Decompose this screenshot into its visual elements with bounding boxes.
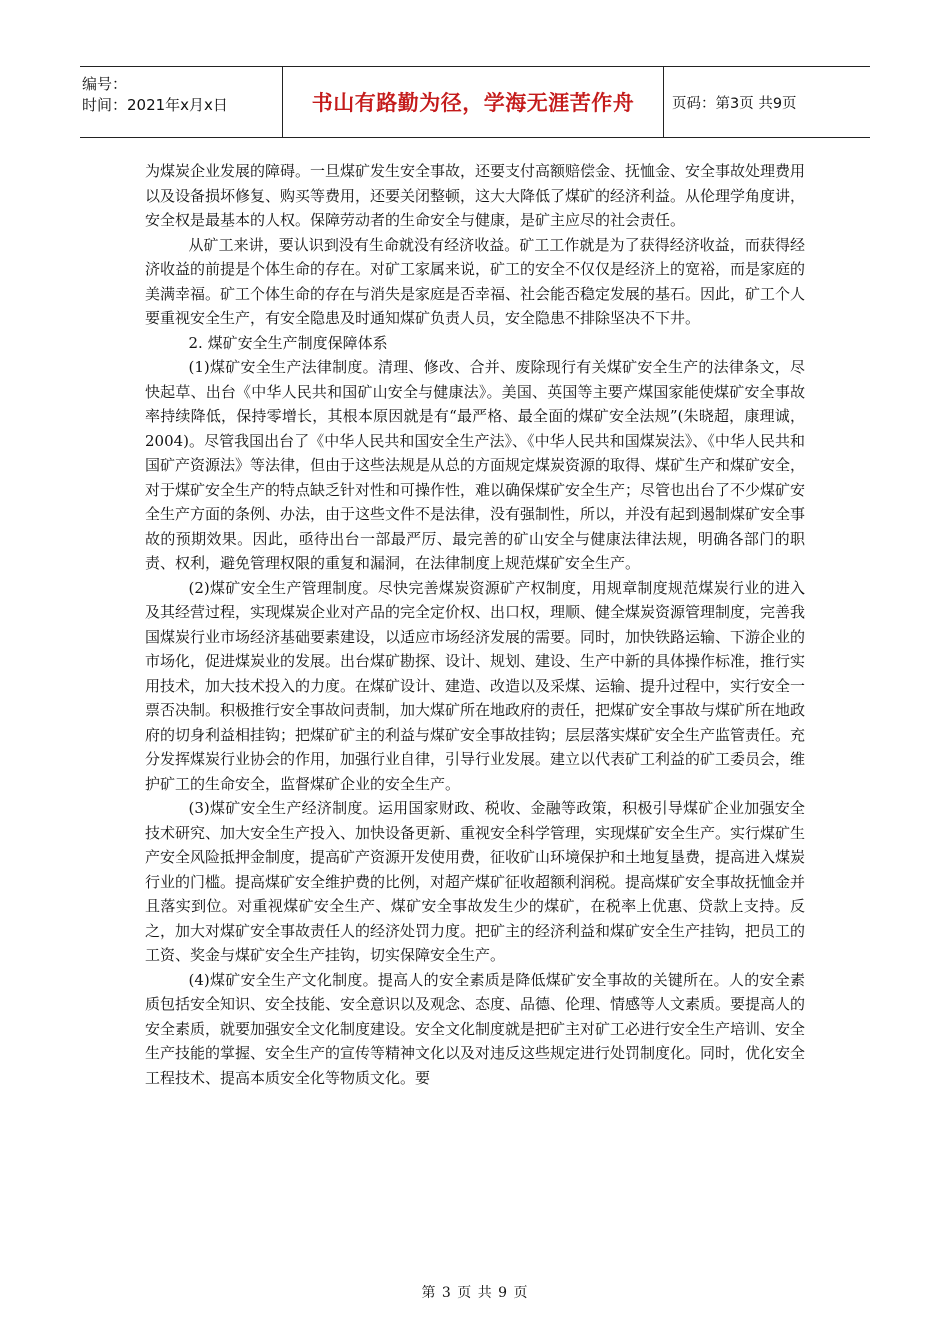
body-text (145, 159, 805, 1090)
code-label: 编号： (82, 75, 128, 93)
page-footer: 第 3 页 共 9 页 (421, 1285, 529, 1301)
header-meta (80, 67, 283, 137)
header-page-number: 页码：第3页 共9页 (672, 95, 797, 112)
paragraph: 从矿工来讲，要认识到没有生命就没有经济收益。矿工工作就是为了获得经济收益，而获得经济收益的前提是个体生命的存在。对矿工家属来说，矿工的安全不仅仅是经济上的宽裕，而是家庭的美满幸福。矿工个体生命的存在与消失是家庭是否幸福、社会能否稳定发展的基石。因此，矿工个人要重视安全生产，有安全隐患及时通知煤矿负责人员，安全隐患不排除坚决不下井。 (145, 235, 806, 327)
paragraph: (3)煤矿安全生产经济制度。运用国家财政、税收、金融等政策，积极引导煤矿企业加强安全技术研究、加大安全生产投入、加快设备更新、重视安全科学管理，实现煤矿安全生产。实行煤矿生产安全风险抵押金制度，提高矿产资源开发使用费，征收矿山环境保护和土地复垦费，提高进入煤炭行业的门槛。提高煤矿安全维护费的比例，对超产煤矿征收超额利润税。提高煤矿安全事故抚恤金并且落实到位。对重视煤矿安全生产、煤矿安全事故发生少的煤矿，在税率上优惠、贷款上支持。反之，加大对煤矿安全事故责任人的经济处罚力度。把矿主的经济利益和煤矿安全生产挂钩，把员工的工资、奖金与煤矿安全生产挂钩，切实保障安全生产。 (145, 799, 806, 964)
section-heading: 2. 煤矿安全生产制度保障体系 (188, 333, 388, 352)
paragraph: (4)煤矿安全生产文化制度。提高人的安全素质是降低煤矿安全事故的关键所在。人的安全素质包括安全知识、安全技能、安全意识以及观念、态度、品德、伦理、情感等人文素质。要提高人的安全素质，就要加强安全文化制度建设。安全文化制度就是把矿主对矿工必进行安全生产培训、安全生产技能的掌握、安全生产的宣传等精神文化以及对违反这些规定进行处罚制度化。同时，优化安全工程技术、提高本质安全化等物质文化。要 (145, 970, 806, 1087)
paragraph: (2)煤矿安全生产管理制度。尽快完善煤炭资源矿产权制度，用规章制度规范煤炭行业的进入及其经营过程，实现煤炭企业对产品的完全定价权、出口权，理顺、健全煤炭资源管理制度，完善我国煤炭行业市场经济基础要素建设，以适应市场经济发展的需要。同时，加快铁路运输、下游企业的市场化，促进煤炭业的发展。出台煤矿勘探、设计、规划、建设、生产中新的具体操作标准，推行实用技术，加大技术投入的力度。在煤矿设计、建造、改造以及采煤、运输、提升过程中，实行安全一票否决制。积极推行安全事故问责制，加大煤矿所在地政府的责任，把煤矿安全事故与煤矿所在地政府的切身利益相挂钩；把煤矿矿主的利益与煤矿安全事故挂钩；层层落实煤矿安全生产监管责任。充分发挥煤炭行业协会的作用，加强行业自律，引导行业发展。建立以代表矿工利益的矿工委员会，维护矿工的生命安全，监督煤矿企业的安全生产。 (145, 578, 806, 793)
paragraph: (1)煤矿安全生产法律制度。清理、修改、合并、废除现行有关煤矿安全生产的法律条文，尽快起草、出台《中华人民共和国矿山安全与健康法》。美国、英国等主要产煤国家能使煤矿安全事故率持续降低，保持零增长，其根本原因就是有“最严格、最全面的煤矿安全法规”(朱晓超，康理诚，2004)。尽管我国出台了《中华人民共和国安全生产法》、《中华人民共和国煤炭法》、《中华人民共和国矿产资源法》等法律，但由于这些法规是从总的方面规定煤炭资源的取得、煤矿生产和煤矿安全，对于煤矿安全生产的特点缺乏针对性和可操作性，难以确保煤矿安全生产；尽管也出台了不少煤矿安全生产方面的条例、办法，由于这些文件不是法律，没有强制性，所以，并没有起到遏制煤矿安全事故的预期效果。因此，亟待出台一部最严厉、最完善的矿山安全与健康法律法规，明确各部门的职责、权利，避免管理权限的重复和漏洞，在法律制度上规范煤矿安全生产。 (145, 358, 806, 572)
time-label: 时间：2021年x月x日 (82, 96, 228, 114)
paragraph: 为煤炭企业发展的障碍。一旦煤矿发生安全事故，还要支付高额赔偿金、抚恤金、安全事故处理费用以及设备损坏修复、购买等费用，还要关闭整顿，这大大降低了煤矿的经济利益。从伦理学角度讲，安全权是最基本的人权。保障劳动者的生命安全与健康，是矿主应尽的社会责任。 (145, 162, 806, 229)
page-header (80, 66, 870, 138)
header-motto: 书山有路勤为径，学海无涯苦作舟 (283, 67, 664, 137)
